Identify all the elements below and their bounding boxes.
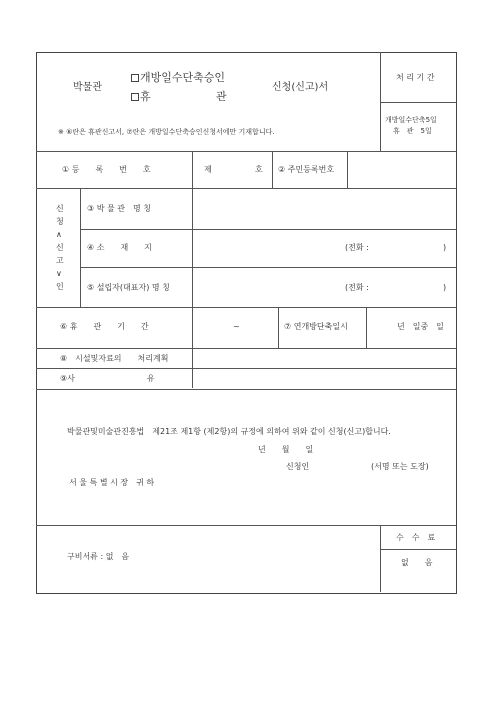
fee-value: 없 음 (401, 558, 433, 567)
header-apply: 신청(신고)서 (272, 82, 329, 93)
header-option2-tail: 관 (216, 90, 227, 103)
rule (36, 525, 456, 526)
side-label: 신 (56, 243, 64, 252)
museum-name-label: ③ 박 물 관 명 칭 (87, 204, 151, 213)
header-option1: 개방일수단축승인 (131, 72, 225, 83)
reg-prefix: 제 (204, 165, 212, 174)
shorten-label: ⑦ 연개방단축일시 (284, 322, 348, 331)
rule (192, 151, 193, 188)
rule (366, 307, 367, 348)
reg-label: ① 등 록 번 호 (62, 165, 151, 174)
checkbox-icon[interactable] (131, 74, 139, 82)
fee-label: 수 수 료 (396, 533, 436, 542)
plan-label: ⑧ 시설및자료의 처리계획 (60, 354, 169, 363)
checkbox-icon[interactable] (131, 93, 139, 101)
processing-divider (380, 102, 456, 103)
founder-phone: (전화 : (345, 283, 369, 292)
rule (36, 151, 456, 152)
rule (278, 307, 279, 348)
rule (36, 348, 456, 349)
rule (36, 368, 456, 369)
period-tilde: ~ (233, 322, 240, 331)
rule (380, 525, 381, 592)
declaration-text: 박물관및미술관진흥법 제21조 제1항 (제2항)의 규정에 의하여 위와 같이 신청(신고)합니다. (67, 427, 391, 436)
side-label: ∨ (56, 269, 62, 278)
applicant-label: 신청인 (286, 462, 310, 471)
rule (80, 267, 456, 268)
rule (36, 188, 456, 189)
header-option2: 휴 (131, 91, 151, 102)
address-phone-end: ) (443, 243, 447, 252)
declaration-date: 년 월 일 (258, 445, 314, 454)
period-label: ⑥ 휴 관 기 간 (60, 322, 149, 331)
sign-label: (서명 또는 도장) (371, 462, 429, 471)
processing-line1: 개방일수단축5일 (385, 116, 437, 124)
founder-phone-end: ) (443, 283, 447, 292)
side-label: ∧ (56, 230, 62, 239)
recipient: 서 울 특 별 시 장 귀 하 (69, 478, 155, 487)
rule (36, 307, 456, 308)
id-label: ② 주민등록번호 (278, 165, 335, 174)
rule (272, 151, 273, 188)
header-note: ※ ⑥란은 휴관신고서, ⑦란은 개방일수단축승인신청서에만 기재합니다. (58, 128, 275, 136)
rule (80, 229, 456, 230)
rule (80, 188, 81, 307)
side-label: 고 (56, 256, 64, 265)
address-phone: (전화 : (345, 243, 369, 252)
rule (380, 549, 456, 550)
address-label: ④ 소 재 지 (87, 243, 152, 252)
side-label: 인 (56, 282, 64, 291)
reason-label: ⑨사 유 (60, 374, 155, 383)
rule (36, 389, 456, 390)
side-label: 청 (56, 217, 64, 226)
founder-label: ⑤ 설립자(대표자) 명 칭 (87, 283, 170, 292)
shorten-value: 년 일중 일 (397, 322, 444, 331)
processing-label: 처 리 기 간 (396, 73, 435, 82)
rule (192, 188, 193, 388)
docs-label: 구비서류 : 없 음 (67, 552, 130, 561)
rule (347, 151, 348, 188)
side-label: 신 (56, 204, 64, 213)
processing-line2: 휴 관 5일 (393, 127, 432, 135)
reg-suffix: 호 (255, 165, 263, 174)
header-museum: 박물관 (73, 82, 102, 93)
